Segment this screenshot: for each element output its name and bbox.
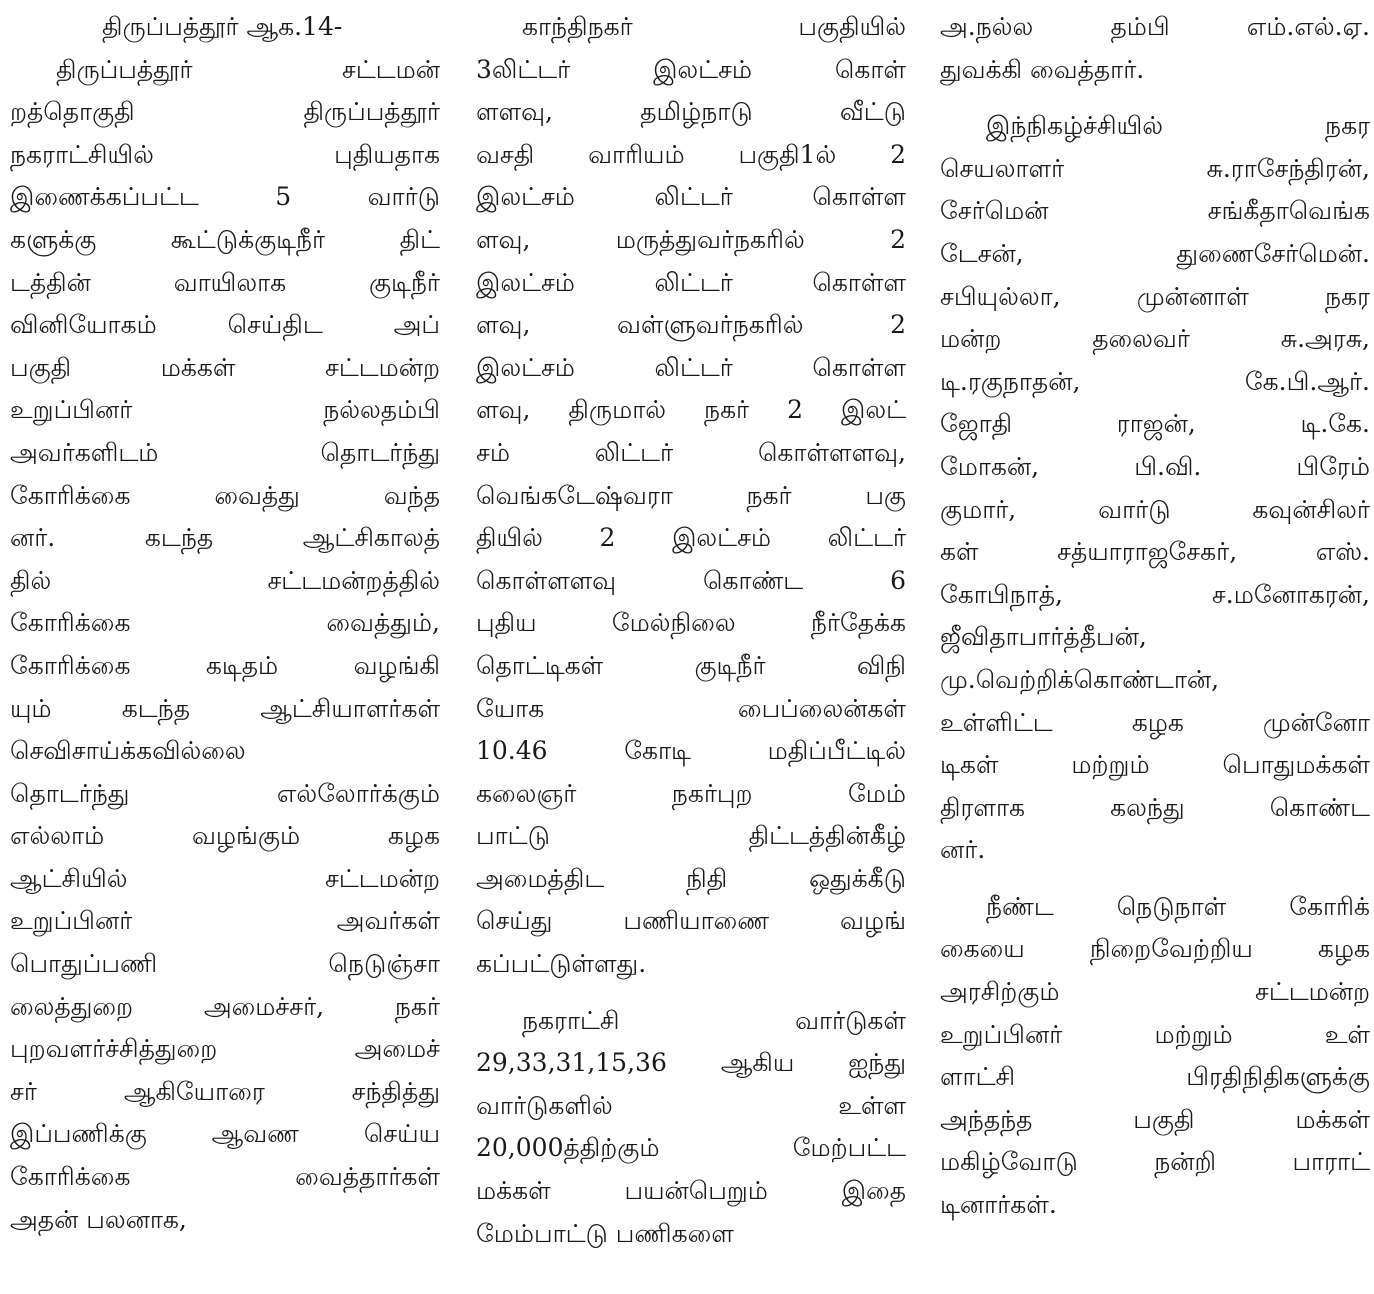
text-line: மேம்பாட்டு பணிகளை	[476, 1218, 734, 1248]
text-line: வசதி வாரியம் பகுதி1ல் 2	[476, 139, 906, 169]
text-line: திருப்பத்தூர் சட்டமன்	[56, 54, 440, 84]
text-line: கொள்ளளவு கொண்ட 6	[476, 565, 906, 595]
text-line: புதிய மேல்நிலை நீர்தேக்க	[476, 608, 906, 638]
paragraph	[940, 105, 1370, 872]
text-line: இப்பணிக்கு ஆவண செய்ய	[10, 1119, 440, 1149]
text-line: அவர்களிடம் தொடர்ந்து	[10, 437, 440, 467]
text-line: களுக்கு கூட்டுக்குடிநீர் திட்	[10, 224, 440, 254]
text-line: இலட்சம் லிட்டர் கொள்ள	[476, 352, 906, 382]
text-line: டிகள் மற்றும் பொதுமக்கள்	[940, 750, 1370, 780]
text-line: கோரிக்கை வைத்து வந்த	[10, 480, 440, 510]
text-line: துவக்கி வைத்தார்.	[940, 54, 1145, 84]
text-line: அமைத்திட நிதி ஒதுக்கீடு	[476, 863, 906, 893]
text-line: உள்ளிட்ட கழக முன்னோ	[940, 707, 1370, 737]
text-line: தொட்டிகள் குடிநீர் விநி	[476, 650, 906, 680]
text-line: ளவு, மருத்துவர்நகரில் 2	[476, 224, 906, 254]
text-line: உறுப்பினர் அவர்கள்	[10, 906, 440, 936]
text-line: குமார், வார்டு கவுன்சிலர்	[940, 494, 1370, 524]
dateline: திருப்பத்தூர் ஆக.14-	[102, 12, 343, 41]
text-line: மக்கள் பயன்பெறும் இதை	[476, 1176, 906, 1206]
paragraph	[476, 1000, 906, 1256]
text-line: ளவு, திருமால் நகர் 2 இலட்	[476, 395, 906, 425]
text-line: சபியுல்லா, முன்னாள் நகர	[940, 281, 1370, 311]
text-line: வெங்கடேஷ்வரா நகர் பகு	[476, 480, 906, 510]
text-line: கோரிக்கை வைத்தார்கள்	[10, 1162, 440, 1192]
text-line: னர். கடந்த ஆட்சிகாலத்	[10, 523, 440, 553]
text-line: அதன் பலனாக,	[10, 1204, 187, 1234]
text-line: வார்டுகளில் உள்ள	[476, 1090, 906, 1120]
text-line: 10.46 கோடி மதிப்பீட்டில்	[476, 736, 906, 766]
text-line: நீண்ட நெடுநாள் கோரிக்	[986, 891, 1370, 921]
text-line: தியில் 2 இலட்சம் லிட்டர்	[476, 523, 906, 553]
text-line: 29,33,31,15,36 ஆகிய ஐந்து	[476, 1048, 906, 1078]
text-line: ஜோதி ராஜன், டி.கே.	[940, 409, 1370, 439]
text-line: மோகன், பி.வி. பிரேம்	[940, 451, 1370, 481]
paragraph-gap	[940, 91, 1370, 105]
text-line: சம் லிட்டர் கொள்ளளவு,	[476, 437, 906, 467]
text-line: உறுப்பினர் நல்லதம்பி	[10, 395, 440, 425]
text-line: யும் கடந்த ஆட்சியாளர்கள்	[10, 693, 440, 723]
text-line: ளவு, வள்ளுவர்நகரில் 2	[476, 310, 906, 340]
text-line: திரளாக கலந்து கொண்ட	[940, 792, 1370, 822]
text-line: கையை நிறைவேற்றிய கழக	[940, 934, 1370, 964]
text-line: னர்.	[940, 835, 986, 865]
text-line: ளாட்சி பிரதிநிதிகளுக்கு	[940, 1062, 1370, 1092]
article-column-3	[940, 6, 1370, 1290]
text-line: டினார்கள்.	[940, 1190, 1057, 1220]
text-line: ஜீவிதாபார்த்தீபன்,	[940, 622, 1147, 652]
text-line: கள் சத்யாராஜசேகர், எஸ்.	[940, 537, 1370, 567]
article-column-1	[10, 6, 440, 1290]
text-line: மகிழ்வோடு நன்றி பாராட்	[940, 1147, 1370, 1177]
text-line: லைத்துறை அமைச்சர், நகர்	[10, 991, 440, 1021]
text-line: ளளவு, தமிழ்நாடு வீட்டு	[476, 97, 906, 127]
text-line: அரசிற்கும் சட்டமன்ற	[940, 977, 1370, 1007]
text-line: டத்தின் வாயிலாக குடிநீர்	[10, 267, 440, 297]
text-line: சேர்மென் சங்கீதாவெங்க	[940, 196, 1370, 226]
text-line: பாட்டு திட்டத்தின்கீழ்	[476, 821, 906, 851]
text-line: அ.நல்ல தம்பி எம்.எல்.ஏ.	[940, 12, 1370, 41]
text-line: இந்நிகழ்ச்சியில் நகர	[986, 111, 1370, 141]
text-line: கப்பட்டுள்ளது.	[476, 949, 647, 979]
text-line: அந்தந்த பகுதி மக்கள்	[940, 1104, 1370, 1134]
text-line: எல்லாம் வழங்கும் கழக	[10, 821, 440, 851]
text-line: கோரிக்கை வைத்தும்,	[10, 608, 440, 638]
text-line: கோபிநாத், ச.மனோகரன்,	[940, 579, 1370, 609]
text-line: யோக பைப்லைன்கள்	[476, 693, 906, 723]
text-line: புறவளர்ச்சித்துறை அமைச்	[10, 1034, 440, 1064]
text-line: தொடர்ந்து எல்லோர்க்கும்	[10, 778, 440, 808]
text-line: மு.வெற்றிக்கொண்டான்,	[940, 664, 1220, 694]
text-line: தில் சட்டமன்றத்தில்	[10, 565, 440, 595]
text-line: பகுதி மக்கள் சட்டமன்ற	[10, 352, 440, 382]
text-line: சர் ஆகியோரை சந்தித்து	[10, 1076, 440, 1106]
text-line: டேசன், துணைசேர்மென்.	[940, 238, 1370, 268]
text-line: செய்து பணியாணை வழங்	[476, 906, 906, 936]
text-line: கலைஞர் நகர்புற மேம்	[476, 778, 906, 808]
paragraph	[940, 6, 1370, 91]
text-line: நகராட்சி வார்டுகள்	[522, 1005, 906, 1035]
text-line: 20,000த்திற்கும் மேற்பட்ட	[476, 1133, 906, 1163]
text-line: உறுப்பினர் மற்றும் உள்	[940, 1019, 1370, 1049]
text-line: செயலாளர் சு.ராசேந்திரன்,	[940, 153, 1370, 183]
text-line: வினியோகம் செய்திட அப்	[10, 310, 440, 340]
text-line: டி.ரகுநாதன், கே.பி.ஆர்.	[940, 366, 1370, 396]
text-line: கோரிக்கை கடிதம் வழங்கி	[10, 650, 440, 680]
text-line: நகராட்சியில் புதியதாக	[10, 139, 440, 169]
text-line: இணைக்கப்பட்ட 5 வார்டு	[10, 182, 440, 212]
paragraph	[940, 886, 1370, 1227]
paragraph	[10, 49, 440, 1242]
paragraph	[476, 6, 906, 986]
text-line: இலட்சம் லிட்டர் கொள்ள	[476, 267, 906, 297]
article-column-2	[476, 6, 906, 1290]
text-line: மன்ற தலைவர் சு.அரசு,	[940, 324, 1370, 354]
text-line: பொதுப்பணி நெடுஞ்சா	[10, 949, 440, 979]
text-line: றத்தொகுதி திருப்பத்தூர்	[10, 97, 440, 127]
text-line: 3லிட்டர் இலட்சம் கொள்	[476, 54, 906, 84]
text-line: ஆட்சியில் சட்டமன்ற	[10, 863, 440, 893]
text-line: காந்திநகர் பகுதியில்	[522, 12, 906, 41]
text-line: இலட்சம் லிட்டர் கொள்ள	[476, 182, 906, 212]
text-line: செவிசாய்க்கவில்லை	[10, 736, 246, 766]
paragraph-gap	[476, 986, 906, 1000]
paragraph-gap	[940, 872, 1370, 886]
